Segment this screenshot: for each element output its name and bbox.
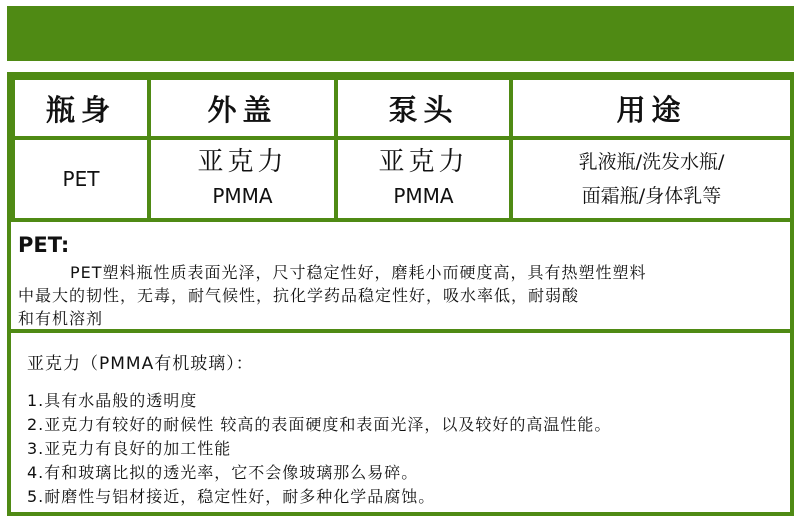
acrylic-section xyxy=(11,333,790,516)
top-banner xyxy=(7,6,794,61)
value-cap xyxy=(149,138,336,220)
acrylic-title: 亚克力（PMMA有机玻璃）： xyxy=(27,354,254,374)
acrylic-item-2: 2.亚克力有较好的耐候性 较高的表面硬度和表面光泽，以及较好的高温性能。 xyxy=(27,415,612,434)
header-pump: 泵头 xyxy=(336,78,511,138)
acrylic-item-3: 3.亚克力有良好的加工性能 xyxy=(27,439,232,458)
cap-material-en: PMMA xyxy=(212,184,273,208)
usage-line-2: 面霜瓶/身体乳等 xyxy=(581,185,722,207)
value-row xyxy=(13,138,792,220)
bottle-material: PET xyxy=(62,167,100,191)
header-row xyxy=(13,78,792,138)
pet-line-2: 中最大的韧性，无毒，耐气候性，抗化学药品稳定性好，吸水率低，耐弱酸 xyxy=(18,286,580,305)
acrylic-item-5: 5.耐磨性与铝材接近，稳定性好，耐多种化学品腐蚀。 xyxy=(27,487,436,506)
cap-material-cn: 亚克力 xyxy=(197,147,288,177)
usage-line-1: 乳液瓶/洗发水瓶/ xyxy=(578,151,725,173)
value-pump xyxy=(336,138,511,220)
acrylic-list xyxy=(27,389,611,509)
value-usage xyxy=(511,138,792,220)
header-usage: 用途 xyxy=(511,78,792,138)
pet-description xyxy=(18,261,760,330)
spec-frame xyxy=(7,72,794,516)
pet-line-1: PET塑料瓶性质表面光泽，尺寸稳定性好，磨耗小而硬度高，具有热塑性塑料 xyxy=(70,263,647,282)
pump-material-cn: 亚克力 xyxy=(378,147,469,177)
pet-section xyxy=(11,227,790,333)
spec-table xyxy=(11,76,794,222)
header-bottle: 瓶身 xyxy=(13,78,149,138)
pet-line-3: 和有机溶剂 xyxy=(18,309,104,328)
value-bottle xyxy=(13,138,149,220)
acrylic-item-4: 4.有和玻璃比拟的透光率，它不会像玻璃那么易碎。 xyxy=(27,463,419,482)
pump-material-en: PMMA xyxy=(393,184,454,208)
acrylic-item-1: 1.具有水晶般的透明度 xyxy=(27,391,198,410)
header-cap: 外盖 xyxy=(149,78,336,138)
pet-title: PET: xyxy=(18,233,70,257)
